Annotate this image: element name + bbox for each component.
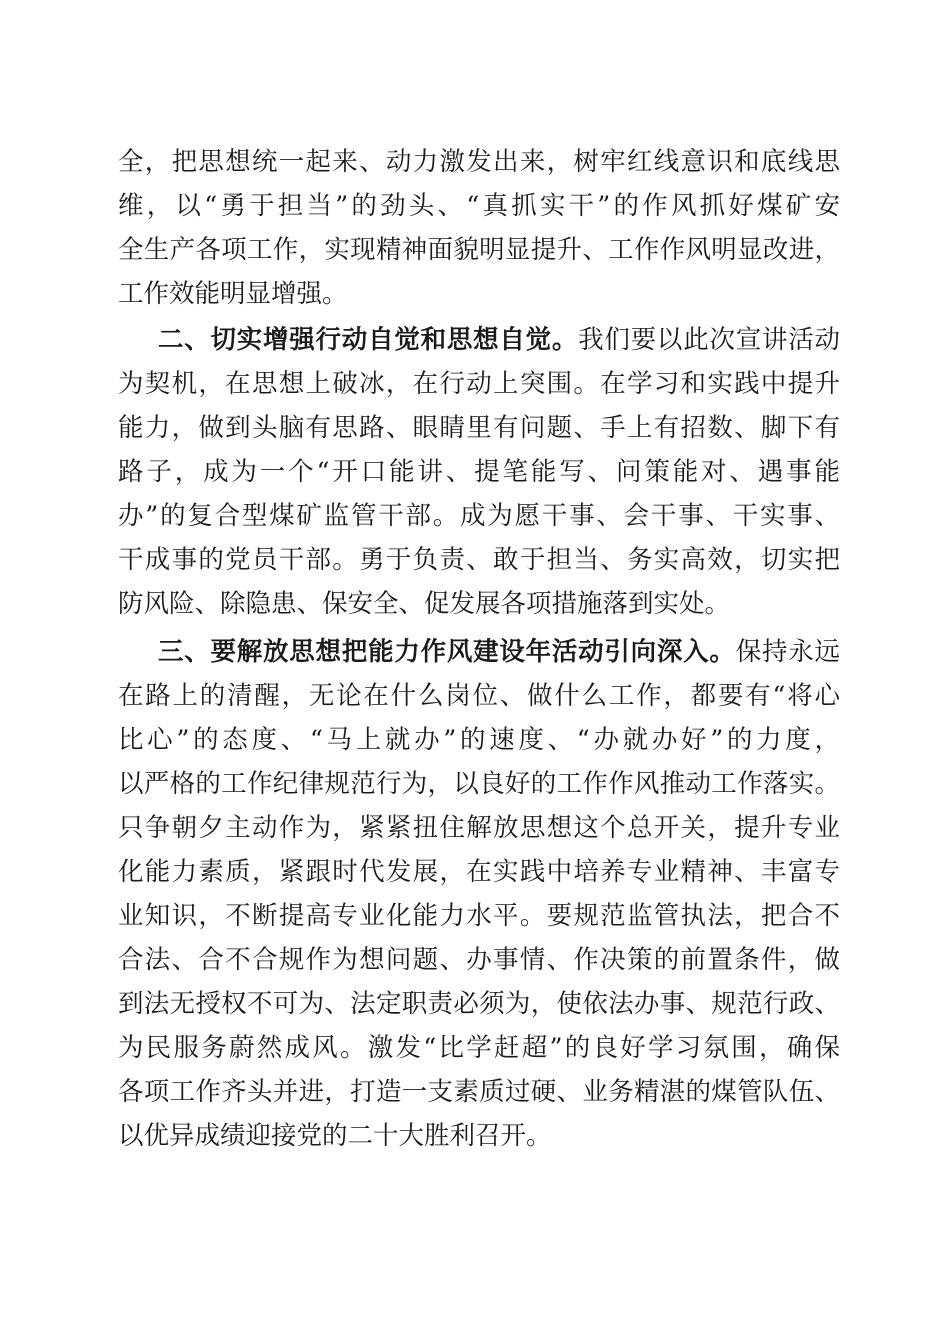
text-line: 能力，做到头脑有思路、眼睛里有问题、手上有招数、脚下有 xyxy=(118,413,840,443)
paragraph-first-line xyxy=(118,630,840,674)
paragraph-first-line xyxy=(118,318,840,362)
text-line: 工作效能明显增强。 xyxy=(118,279,348,309)
text-line: 合法、合不合规作为想问题、办事情、作决策的前置条件，做 xyxy=(118,945,840,975)
text-line: 为契机，在思想上破冰，在行动上突围。在学习和实践中提升 xyxy=(118,369,840,399)
text-line: 办”的复合型煤矿监管干部。成为愿干事、会干事、干实事、 xyxy=(118,501,840,531)
text-line: 防风险、除隐患、保安全、促发展各项措施落到实处。 xyxy=(118,589,731,619)
text-line: 以严格的工作纪律规范行为，以良好的工作作风推动工作落实。 xyxy=(118,769,840,799)
text-line: 各项工作齐头并进，打造一支素质过硬、业务精湛的煤管队伍、 xyxy=(118,1077,840,1107)
section-heading-2: 二、切实增强行动自觉和思想自觉。 xyxy=(158,325,579,355)
text-line: 全生产各项工作，实现精神面貌明显提升、工作作风明显改进， xyxy=(118,235,840,265)
text-line: 路子，成为一个“开口能讲、提笔能写、问策能对、遇事能 xyxy=(118,457,840,487)
text-span: 我们要以此次宣讲活动 xyxy=(578,325,840,355)
text-line: 为民服务蔚然成风。激发“比学赶超”的良好学习氛围，确保 xyxy=(118,1033,840,1063)
text-line: 到法无授权不可为、法定职责必须为，使依法办事、规范行政、 xyxy=(118,989,840,1019)
text-line: 干成事的党员干部。勇于负责、敢于担当、务实高效，切实把 xyxy=(118,545,840,575)
text-line: 在路上的清醒，无论在什么岗位、做什么工作，都要有“将心 xyxy=(118,681,840,711)
text-line: 维，以“勇于担当”的劲头、“真抓实干”的作风抓好煤矿安 xyxy=(118,191,840,221)
section-heading-3: 三、要解放思想把能力作风建设年活动引向深入。 xyxy=(158,637,736,667)
text-line: 比心”的态度、“马上就办”的速度、“办就办好”的力度， xyxy=(118,725,840,755)
text-line: 化能力素质，紧跟时代发展，在实践中培养专业精神、丰富专 xyxy=(118,857,840,887)
text-line: 只争朝夕主动作为，紧紧扭住解放思想这个总开关，提升专业 xyxy=(118,813,840,843)
text-line: 全，把思想统一起来、动力激发出来，树牢红线意识和底线思 xyxy=(118,147,840,177)
text-line: 以优异成绩迎接党的二十大胜利召开。 xyxy=(118,1121,552,1151)
text-span: 保持永远 xyxy=(735,637,840,667)
text-line: 业知识，不断提高专业化能力水平。要规范监管执法，把合不 xyxy=(118,901,840,931)
